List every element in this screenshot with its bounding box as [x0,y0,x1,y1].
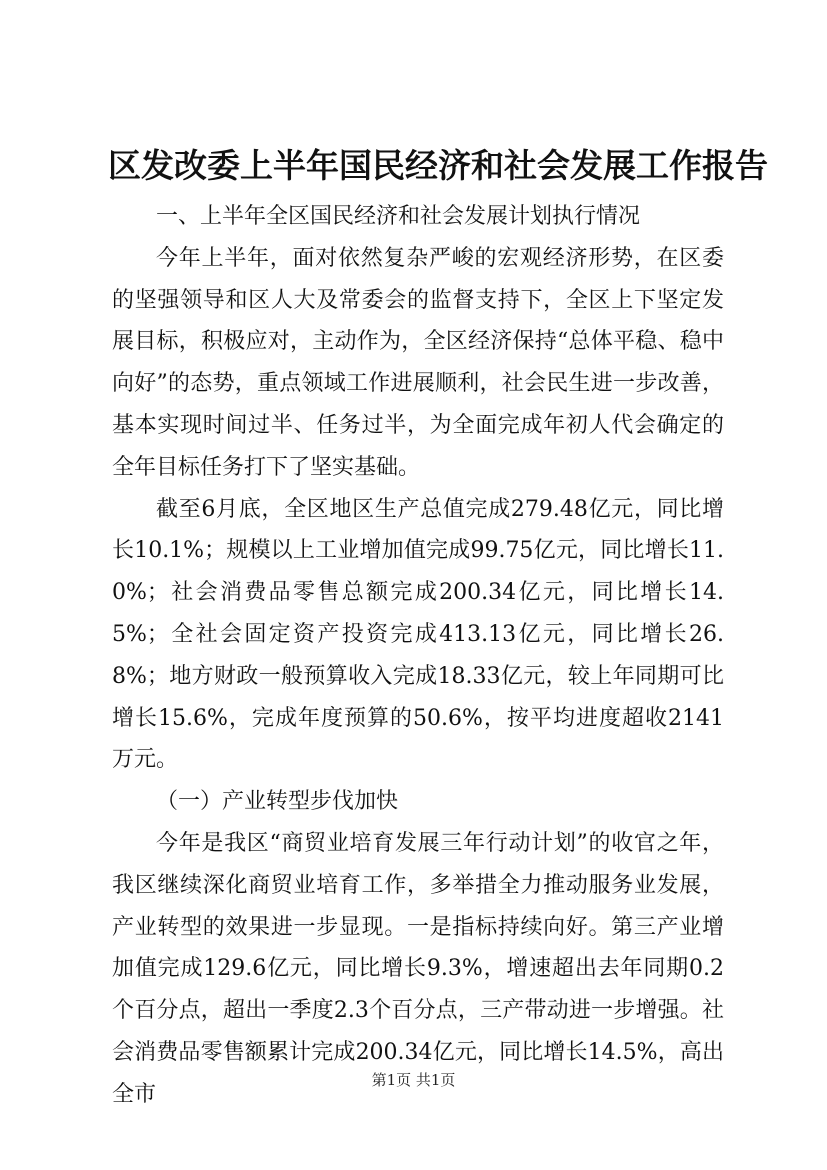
document-body [112,196,724,1116]
paragraph-overview: 今年上半年，面对依然复杂严峻的宏观经济形势，在区委的坚强领导和区人大及常委会的监督支持下，全区上下坚定发展目标，积极应对，主动作为，全区经济保持“总体平稳、稳中向好”的态势，重点领域工作进展顺利，社会民生进一步改善，基本实现时间过半、任务过半，为全面完成年初人代会确定的全年目标任务打下了坚实基础。 [112,245,724,480]
paragraph-commerce: 今年是我区“商贸业培育发展三年行动计划”的收官之年，我区继续深化商贸业培育工作，多举措全力推动服务业发展，产业转型的效果进一步显现。一是指标持续向好。第三产业增加值完成129.6亿元，同比增长9.3%，增速超出去年同期0.2个百分点，超出一季度2.3个百分点，三产带动进一步增强。社会消费品零售额累计完成200.34亿元，同比增长14.5%，高出全市 [112,830,724,1107]
paragraph-indicators: 截至6月底，全区地区生产总值完成279.48亿元，同比增长10.1%；规模以上工业增加值完成99.75亿元，同比增长11.0%；社会消费品零售总额完成200.34亿元，同比增长14.5%；全社会固定资产投资完成413.13亿元，同比增长26.8%；地方财政一般预算收入完成18.33亿元，较上年同期可比增长15.6%，完成年度预算的50.6%，按平均进度超收2141万元。 [112,496,724,773]
section-heading: 一、上半年全区国民经济和社会发展计划执行情况 [156,204,641,229]
subheading-industry-transformation: （一）产业转型步伐加快 [156,789,399,815]
document-title: 区发改委上半年国民经济和社会发展工作报告 [108,146,768,185]
page-footer: 第1页 共1页 [371,1071,456,1089]
